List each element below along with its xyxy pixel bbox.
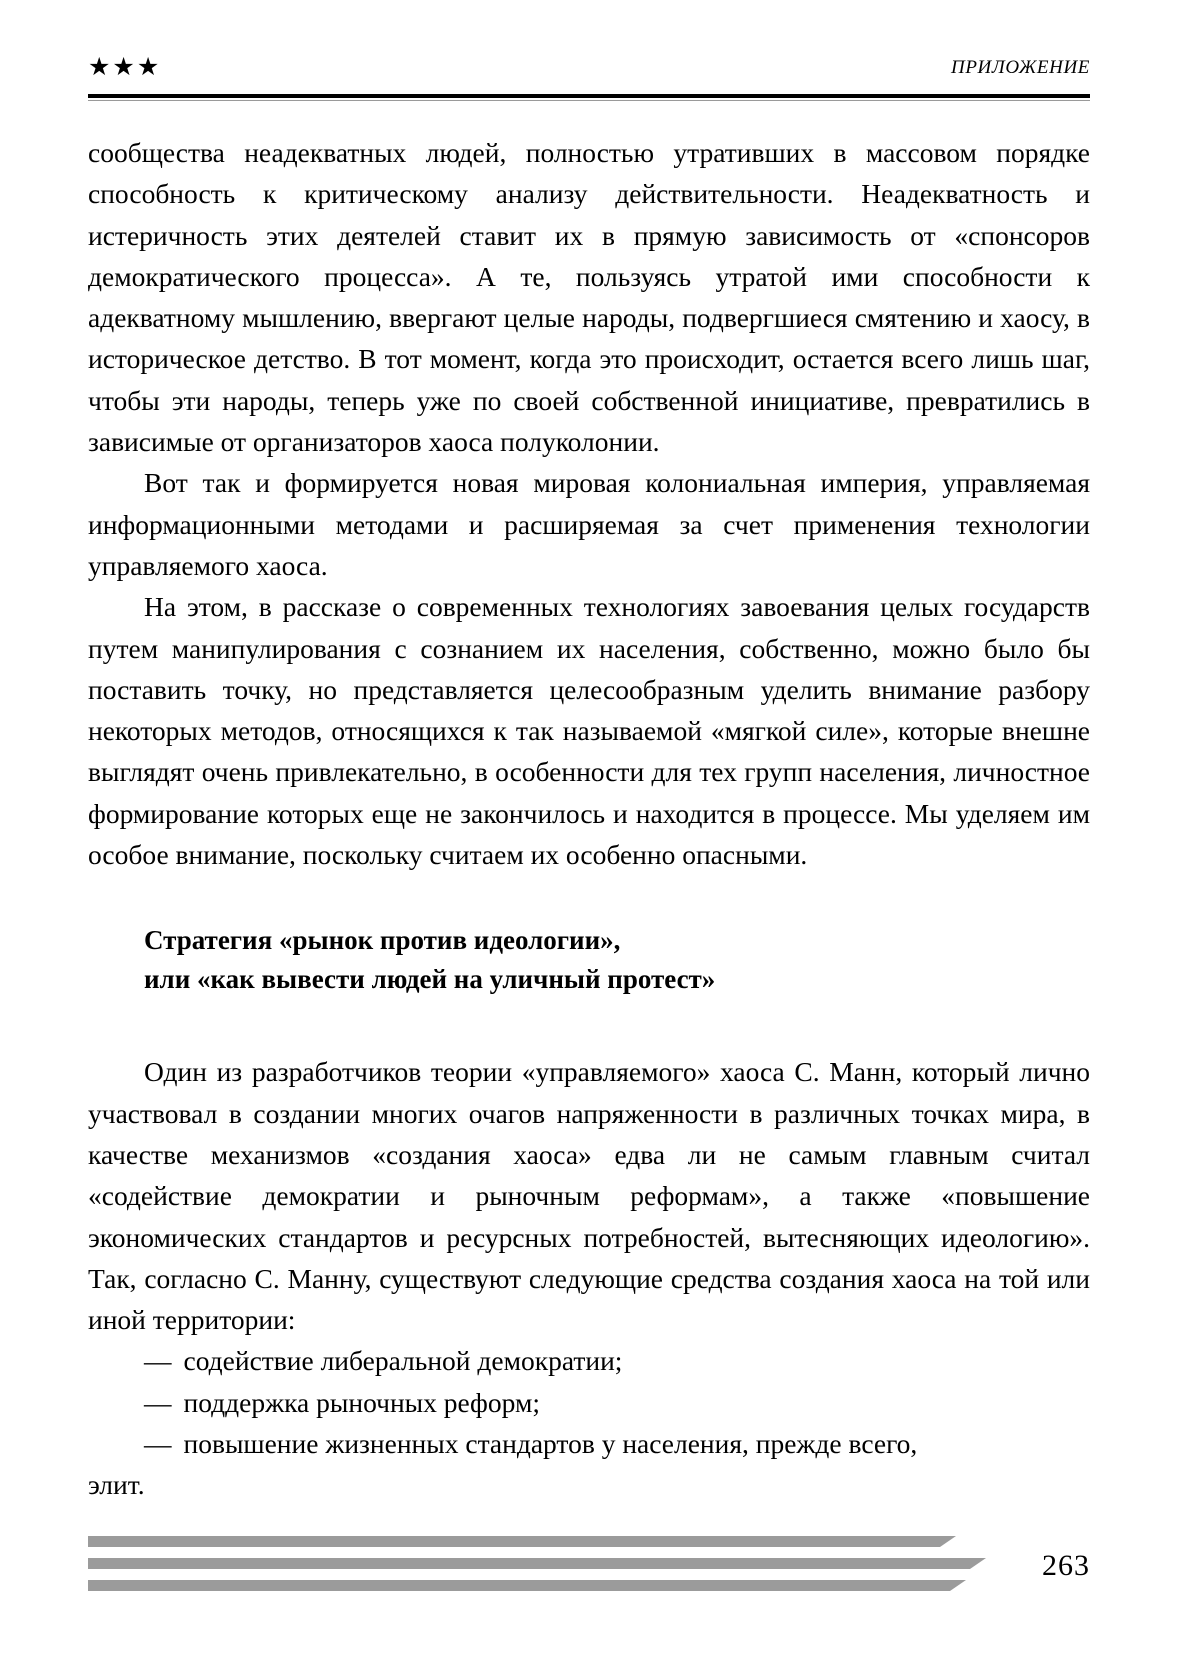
footer-bar-tip	[950, 1580, 966, 1591]
footer-decoration	[88, 1534, 1018, 1596]
running-head	[88, 52, 1090, 104]
chaos-means-list	[88, 1340, 1090, 1464]
footer-bar-top	[88, 1536, 940, 1547]
list-item-label: повышение жизненных стандартов у населения, прежде всего,	[183, 1428, 918, 1460]
section-heading-line-1: Стратегия «рынок против идеологии»,	[144, 925, 621, 956]
body-text-column	[88, 132, 1090, 1506]
em-dash-icon: —	[144, 1428, 172, 1460]
list-item-label: поддержка рыночных реформ;	[183, 1386, 541, 1418]
list-item	[88, 1340, 1090, 1381]
page-number: 263	[1042, 1549, 1090, 1582]
list-item-runover-line: элит.	[88, 1469, 145, 1501]
heading-spacer	[88, 1007, 1090, 1051]
footer-bar-tip	[970, 1558, 986, 1569]
three-stars-icon: ★★★	[88, 52, 162, 81]
footer-bar-tip	[940, 1536, 956, 1547]
footer-bar-bottom	[88, 1580, 950, 1591]
em-dash-icon: —	[144, 1386, 172, 1418]
em-dash-icon: —	[144, 1345, 172, 1377]
header-rule-thin	[88, 100, 1090, 101]
page-footer	[88, 1534, 1090, 1604]
section-heading	[88, 875, 1090, 1007]
paragraph-mann-theory: Один из разработчиков теории «управляемого» хаоса С. Манн, который лично участвовал в создании многих очагов напряженности в различных точках мира, в качестве механизмов «создания хаоса» едва ли не самым главным считал «содействие демократии и рыночным реформам», а также «повышение экономических стандартов и ресурсных потребностей, вытесняющих идеологию». Так, согласно С. Манну, существуют следующие средства создания хаоса на той или иной территории:	[88, 1056, 1090, 1336]
header-rule-thick	[88, 94, 1090, 98]
paragraph-new-empire: Вот так и формируется новая мировая колониальная империя, управляемая информационными методами и расширяемая за счет применения технологии управляемого хаоса.	[88, 467, 1090, 581]
running-head-title: ПРИЛОЖЕНИЕ	[951, 57, 1090, 78]
paragraph-continued: сообщества неадекватных людей, полностью утративших в массовом порядке способность к критическому анализу действительности. Неадекватность и истеричность этих деятелей ставит их в прямую зависимость от «спонсоров демократического процесса». А те, пользуясь утратой ими способности к адекватному мышлению, ввергают целые народы, подвергшиеся смятению и хаосу, в историческое детство. В тот момент, когда это происходит, остается всего лишь шаг, чтобы эти народы, теперь уже по своей собственной инициативе, превратились в зависимые от организаторов хаоса полуколонии.	[88, 137, 1090, 458]
section-heading-line-2: или «как вывести людей на уличный протест»	[144, 964, 716, 995]
footer-bar-middle	[88, 1558, 970, 1569]
list-item	[88, 1382, 1090, 1423]
list-item-label: содействие либеральной демократии;	[183, 1345, 623, 1377]
paragraph-soft-power-intro: На этом, в рассказе о современных технологиях завоевания целых государств путем манипулирования с сознанием их населения, собственно, можно было бы поставить точку, но представляется целесообразным уделить внимание разбору некоторых методов, относящихся к так называемой «мягкой силе», которые внешне выглядят очень привлекательно, в особенности для тех групп населения, личностное формирование которых еще не закончилось и находится в процессе. Мы уделяем им особое внимание, поскольку считаем их особенно опасными.	[88, 591, 1090, 871]
list-item	[88, 1423, 1090, 1464]
